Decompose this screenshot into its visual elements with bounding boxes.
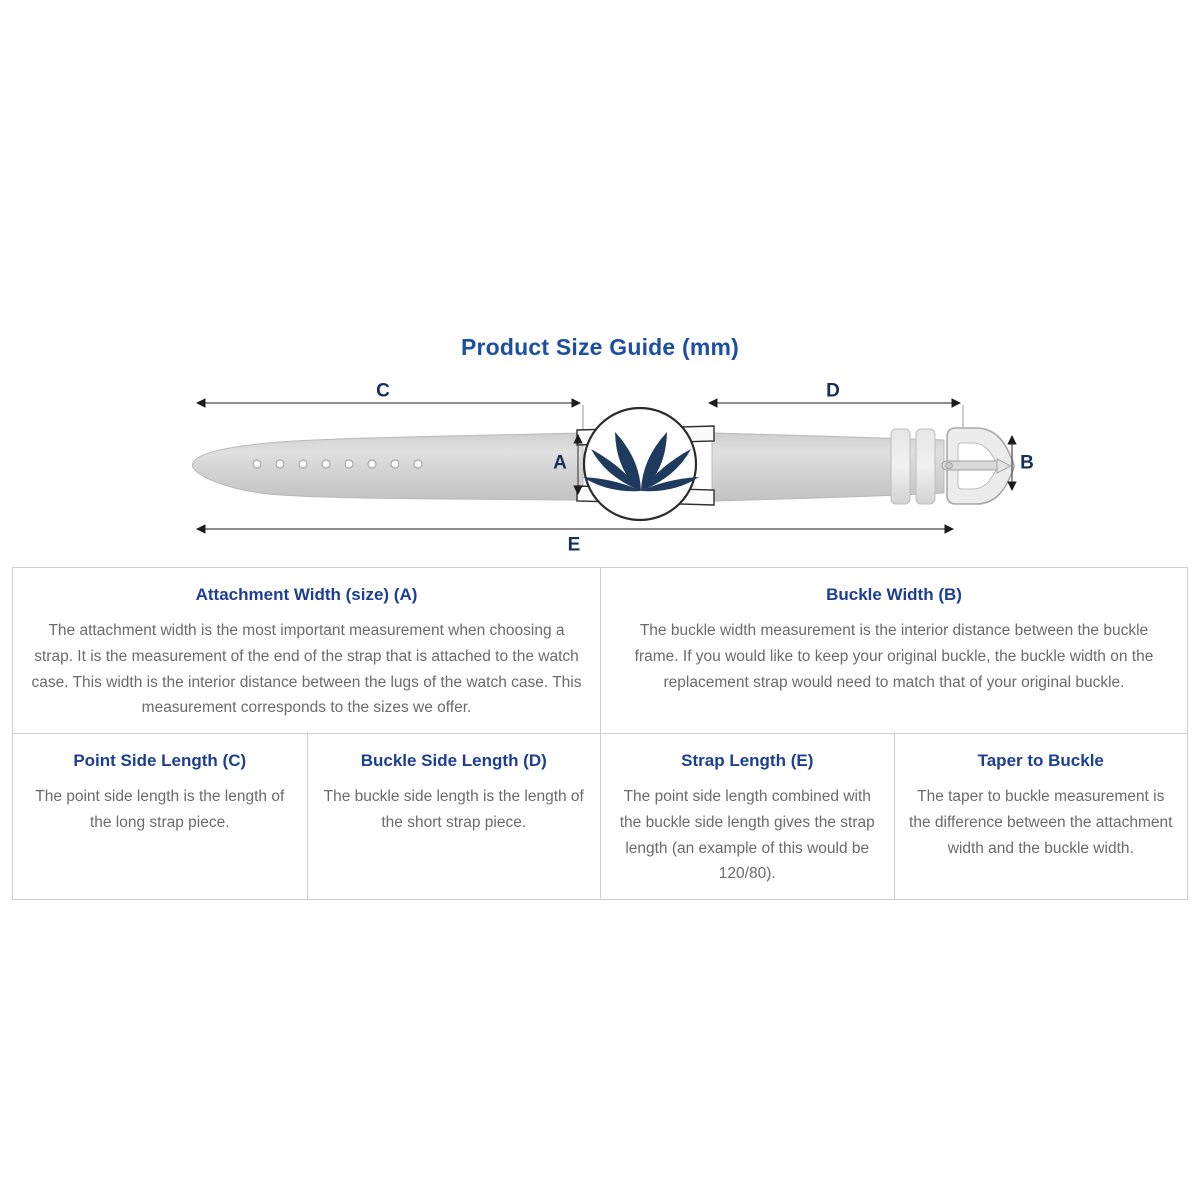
- spec-heading: Taper to Buckle: [977, 750, 1104, 770]
- spec-heading: Buckle Side Length (D): [360, 750, 547, 770]
- spec-card-attachment-width: [13, 568, 600, 733]
- keeper: [891, 429, 910, 504]
- spec-heading: Attachment Width (size) (A): [195, 585, 418, 604]
- keeper: [916, 429, 935, 504]
- buckle: [942, 428, 1014, 504]
- spec-heading: Point Side Length (C): [73, 750, 247, 770]
- dim-label-a: A: [553, 452, 567, 474]
- strap-point-side: [193, 433, 584, 500]
- spec-card-taper-to-buckle: [894, 734, 1188, 899]
- size-diagram: [0, 0, 1200, 560]
- dim-label-e: E: [567, 534, 581, 556]
- table-row: [13, 568, 1187, 733]
- spec-body: The attachment width is the most important measurement when choosing a strap. It is the measurement of the end of the strap that is attached to the watch case. This width is the interior distance between the lugs of the watch case. This measurement corresponds to the sizes we offer.: [31, 622, 582, 717]
- size-guide-table: [12, 567, 1188, 900]
- dim-label-b: B: [1020, 452, 1034, 474]
- spec-body: The point side length combined with the buckle side length gives the strap length (an example of this would be 120/80).: [619, 788, 875, 883]
- table-row: [13, 733, 1187, 899]
- spec-body: The buckle width measurement is the interior distance between the buckle frame. If you would like to keep your original buckle, the buckle width on the replacement strap would need to match that of your original buckle.: [634, 622, 1154, 691]
- spec-body: The buckle side length is the length of the short strap piece.: [323, 788, 584, 831]
- dim-label-c: C: [376, 380, 390, 402]
- size-diagram-canvas: [0, 0, 1200, 560]
- spec-card-strap-length: [600, 734, 894, 899]
- spec-card-point-side-length: [13, 734, 307, 899]
- page-title: Product Size Guide (mm): [460, 334, 740, 360]
- spec-body: The point side length is the length of the long strap piece.: [35, 788, 285, 831]
- spec-body: The taper to buckle measurement is the difference between the attachment width and the buckle width.: [909, 788, 1173, 857]
- spec-heading: Strap Length (E): [681, 750, 814, 770]
- dim-label-d: D: [826, 380, 840, 402]
- spec-card-buckle-side-length: [307, 734, 601, 899]
- spec-card-buckle-width: [600, 568, 1187, 733]
- spec-heading: Buckle Width (B): [826, 585, 962, 604]
